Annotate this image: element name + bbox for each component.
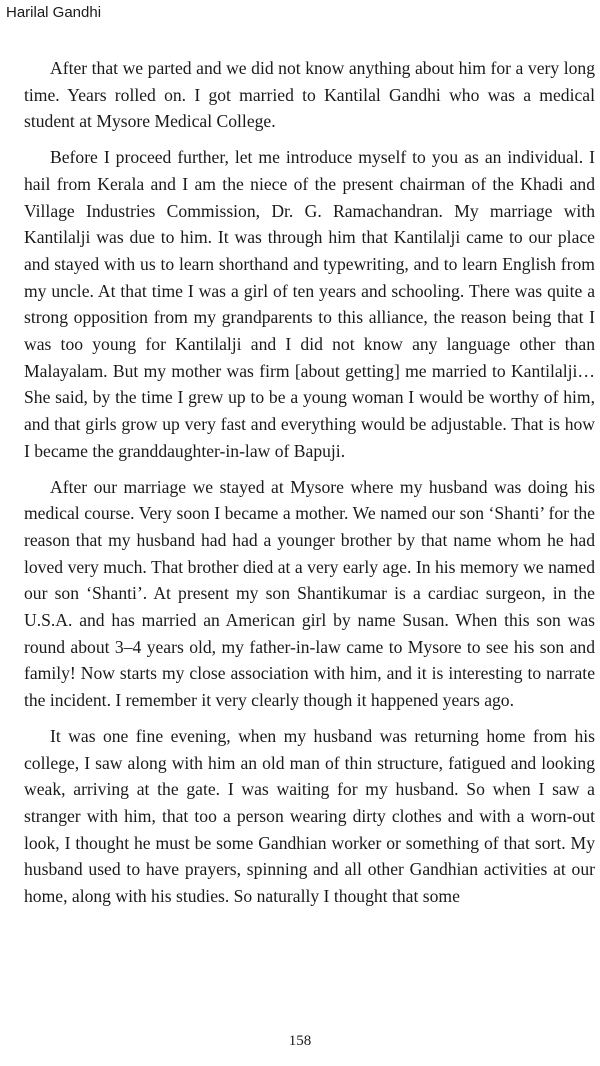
page-number: 158 — [288, 1033, 312, 1049]
paragraph: After our marriage we stayed at Mysore where my husband was doing his medical course. Very soon I became a mother. We named our son ‘Shanti’ for the reason that my husband had had a younger brother by that name whom he had loved very much. That brother died at a very early age. In his memory we named our son ‘Shanti’. At present my son Shantikumar is a cardiac surgeon, in the U.S.A. and has married an American girl by name Susan. When this son was round about 3–4 years old, my father-in-law came to Mysore to see his son and family! Now starts my close association with him, and it is interesting to narrate the incident. I remember it very clearly though it happened years ago. — [24, 476, 595, 711]
paragraph: It was one fine evening, when my husband was returning home from his college, I saw along with him an old man of thin structure, fatigued and looking weak, arriving at the gate. I was waiting for my husband. So when I saw a stranger with him, that too a person wearing dirty clothes and with a worn-out look, I thought he must be some Gandhian worker or something of that sort. My husband used to have prayers, spinning and all other Gandhian activities at our home, along with his studies. So naturally I thought that some — [24, 725, 595, 907]
paragraph: After that we parted and we did not know anything about him for a very long time. Years rolled on. I got married to Kantilal Gandhi who was a medical student at Mysore Medical College. — [24, 58, 595, 132]
body-text — [24, 55, 595, 919]
running-head: Harilal Gandhi — [6, 4, 102, 21]
paragraph: Before I proceed further, let me introduce myself to you as an individual. I hail from Kerala and I am the niece of the present chairman of the Khadi and Village Industries Commission, Dr. G. Ramachandran. My marriage with Kantilalji was due to him. It was through him that Kantilalji came to our place and stayed with us to learn shorthand and typewriting, and to learn English from my uncle. At that time I was a girl of ten years and schooling. There was quite a strong opposition from my grandparents to this alliance, the reason being that I was too young for Kantilalji and I did not know any language other than Malayalam. But my mother was firm [about getting] me married to Kantilalji…She said, by the time I grew up to be a young woman I would be worthy of him, and that girls grow up very fast and everything would be adjustable. That is how I became the granddaughter-in-law of Bapuji. — [24, 147, 595, 461]
